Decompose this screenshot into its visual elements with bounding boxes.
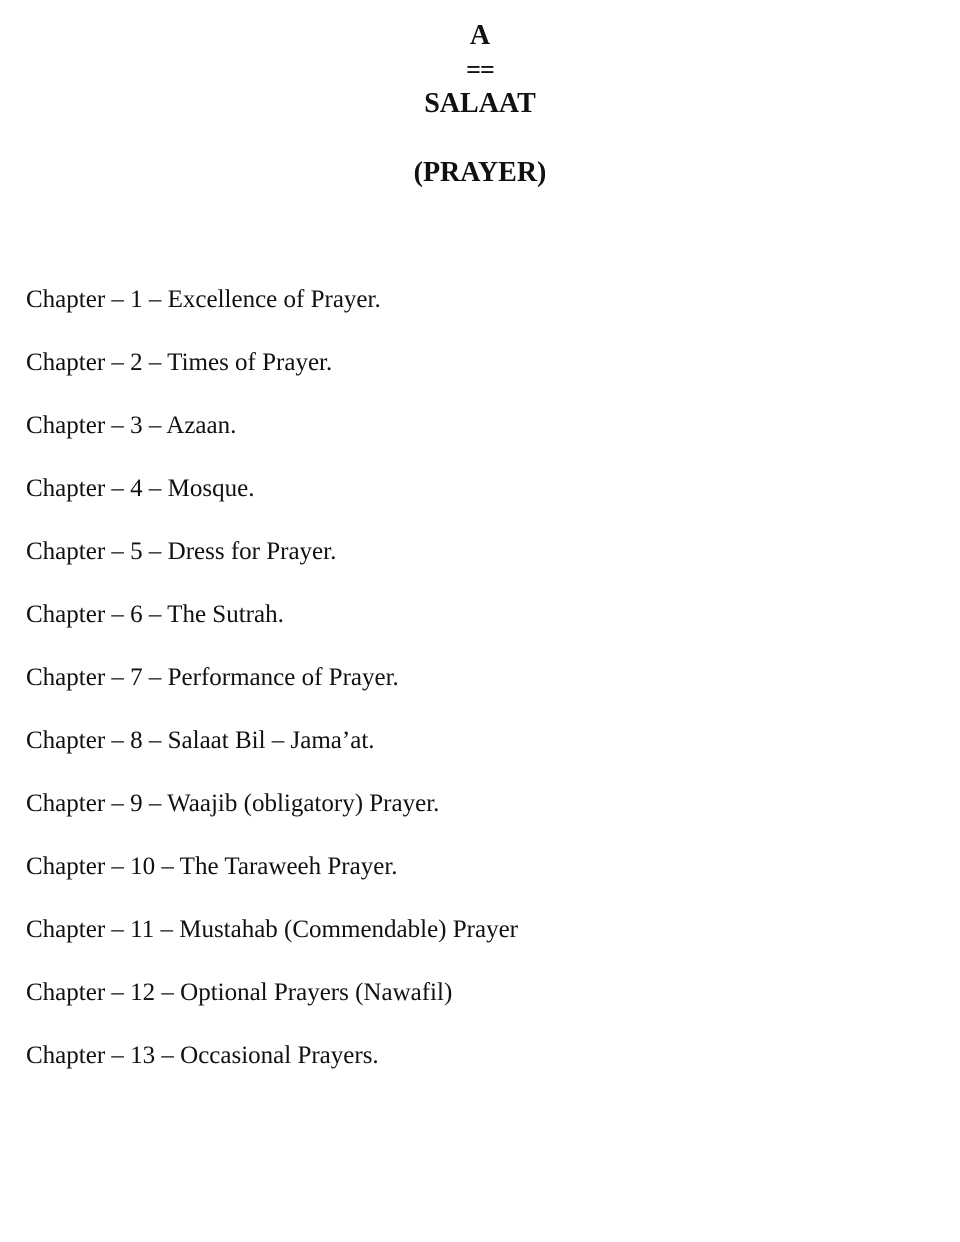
chapter-item: Chapter – 3 – Azaan. <box>26 412 237 439</box>
page-subtitle: (PRAYER) <box>413 157 547 188</box>
chapter-item: Chapter – 13 – Occasional Prayers. <box>26 1042 379 1069</box>
section-letter: A <box>469 20 491 51</box>
chapter-item: Chapter – 10 – The Taraweeh Prayer. <box>26 853 398 880</box>
chapter-item: Chapter – 8 – Salaat Bil – Jama’at. <box>26 727 375 754</box>
chapter-item: Chapter – 4 – Mosque. <box>26 475 255 502</box>
chapter-item: Chapter – 6 – The Sutrah. <box>26 601 284 628</box>
chapter-item: Chapter – 1 – Excellence of Prayer. <box>26 286 381 313</box>
chapter-item: Chapter – 12 – Optional Prayers (Nawafil) <box>26 979 453 1006</box>
chapter-item: Chapter – 2 – Times of Prayer. <box>26 349 333 376</box>
chapter-item: Chapter – 9 – Waajib (obligatory) Prayer. <box>26 790 440 817</box>
page-title: SALAAT <box>424 88 536 119</box>
chapter-list <box>26 282 518 1101</box>
chapter-item: Chapter – 5 – Dress for Prayer. <box>26 538 337 565</box>
chapter-item: Chapter – 7 – Performance of Prayer. <box>26 664 399 691</box>
heading-divider: == <box>466 55 494 84</box>
chapter-item: Chapter – 11 – Mustahab (Commendable) Prayer <box>26 916 519 943</box>
